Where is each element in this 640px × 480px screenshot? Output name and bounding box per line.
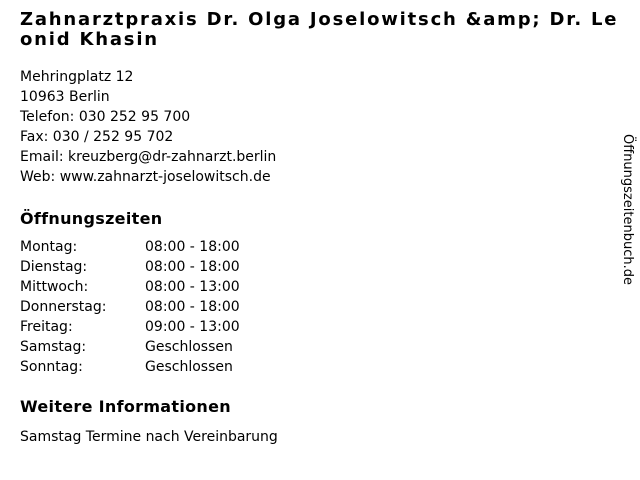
day-label: Dienstag:: [20, 259, 88, 275]
hours-row: [20, 337, 620, 357]
time-value: 09:00 - 13:00: [145, 319, 240, 335]
day-label: Mittwoch:: [20, 279, 89, 295]
time-value: 08:00 - 18:00: [145, 299, 240, 315]
watermark-brand-label: Öffnungszeitenbuch.de: [620, 134, 635, 285]
more-info-text: Samstag Termine nach Vereinbarung: [20, 429, 278, 445]
hours-row: [20, 277, 620, 297]
time-value: 08:00 - 18:00: [145, 259, 240, 275]
phone-line: Telefon: 030 252 95 700: [20, 109, 191, 125]
day-label: Donnerstag:: [20, 299, 107, 315]
time-value: Geschlossen: [145, 339, 233, 355]
hours-row: [20, 297, 620, 317]
hours-row: [20, 317, 620, 337]
hours-row: [20, 357, 620, 377]
day-label: Montag:: [20, 239, 78, 255]
address-street-line: Mehringplatz 12: [20, 69, 134, 85]
day-label: Freitag:: [20, 319, 73, 335]
page-title: Zahnarztpraxis Dr. Olga Joselowitsch &amp; Dr. Leonid Khasin: [20, 9, 619, 50]
opening-hours-heading: Öffnungszeiten: [20, 209, 163, 228]
day-label: Sonntag:: [20, 359, 83, 375]
contact-block: [20, 67, 620, 187]
fax-line: Fax: 030 / 252 95 702: [20, 129, 174, 145]
time-value: 08:00 - 13:00: [145, 279, 240, 295]
time-value: Geschlossen: [145, 359, 233, 375]
day-label: Samstag:: [20, 339, 87, 355]
website-line: Web: www.zahnarzt-joselowitsch.de: [20, 169, 271, 185]
hours-row: [20, 257, 620, 277]
address-city-line: 10963 Berlin: [20, 89, 110, 105]
hours-row: [20, 237, 620, 257]
time-value: 08:00 - 18:00: [145, 239, 240, 255]
more-info-heading: Weitere Informationen: [20, 397, 231, 416]
email-line: Email: kreuzberg@dr-zahnarzt.berlin: [20, 149, 277, 165]
opening-hours-table: [20, 237, 620, 377]
